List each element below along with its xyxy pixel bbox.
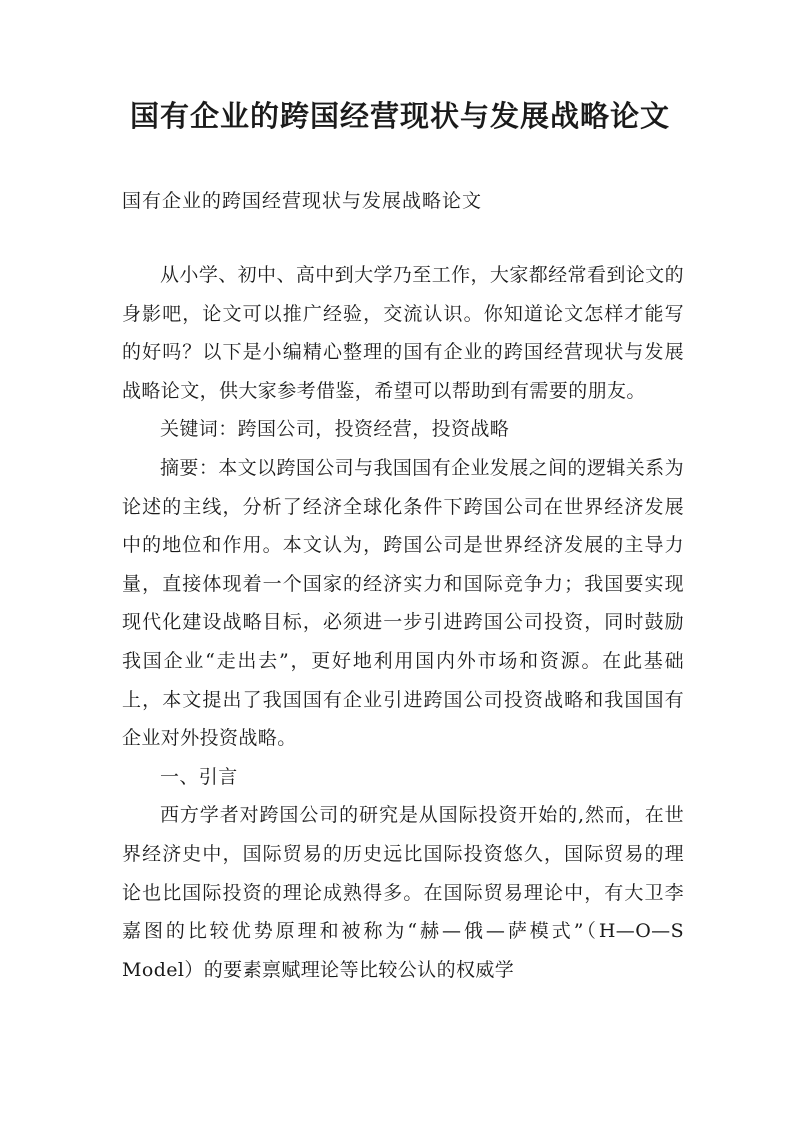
section-heading-introduction: 一、引言 [160, 765, 238, 788]
intro-paragraph: 从小学、初中、高中到大学乃至工作，大家都经常看到论文的身影吧，论文可以推广经验，交流认识。你知道论文怎样才能写的好吗？以下是小编精心整理的国有企业的跨国经营现状与发展战略论文，供大家参考借鉴，希望可以帮助到有需要的朋友。 [122, 264, 684, 402]
document-body [122, 256, 684, 989]
document-title: 国有企业的跨国经营现状与发展战略论文 [129, 99, 670, 133]
abstract-paragraph: 摘要：本文以跨国公司与我国国有企业发展之间的逻辑关系为论述的主线，分析了经济全球化条件下跨国公司在世界经济发展中的地位和作用。本文认为，跨国公司是世界经济发展的主导力量，直接体现着一个国家的经济实力和国际竞争力；我国要实现现代化建设战略目标，必须进一步引进跨国公司投资，同时鼓励我国企业“走出去”，更好地利用国内外市场和资源。在此基础上，本文提出了我国国有企业引进跨国公司投资战略和我国国有企业对外投资战略。 [122, 456, 684, 750]
document-subtitle: 国有企业的跨国经营现状与发展战略论文 [122, 190, 483, 212]
keywords-paragraph: 关键词：跨国公司，投资经营，投资战略 [160, 418, 510, 441]
body-paragraph: 西方学者对跨国公司的研究是从国际投资开始的,然而，在世界经济史中，国际贸易的历史远比国际投资悠久，国际贸易的理论也比国际投资的理论成熟得多。在国际贸易理论中，有大卫李嘉图的比较优势原理和被称为“赫—俄—萨模式”（H—O—S Model）的要素禀赋理论等比较公认的权威学 [122, 804, 684, 981]
